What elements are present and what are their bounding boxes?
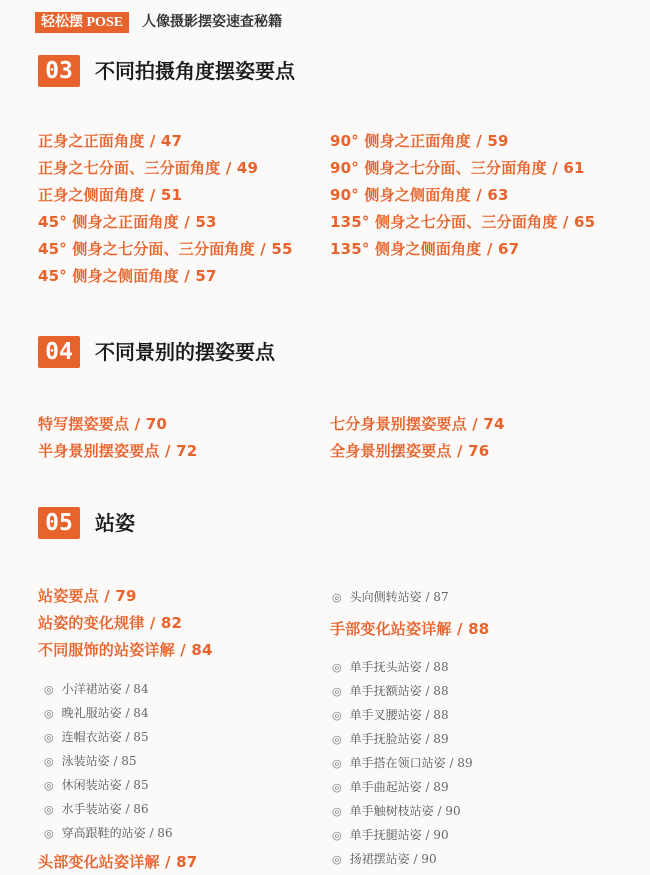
sub-entry[interactable]: ◎ 扬裙摆站姿 / 90 [332, 852, 437, 866]
sub-entry[interactable]: ◎ 穿高跟鞋的站姿 / 86 [44, 826, 173, 840]
bullet-icon: ◎ [44, 683, 54, 696]
bullet-icon: ◎ [44, 827, 54, 840]
sub-entry[interactable]: ◎ 休闲装站姿 / 85 [44, 778, 149, 792]
bullet-icon: ◎ [332, 709, 342, 722]
toc-entry[interactable]: 45° 侧身之正面角度 / 53 [38, 213, 217, 231]
toc-entry[interactable]: 手部变化站姿详解 / 88 [330, 620, 490, 638]
sub-entry[interactable]: ◎ 单手触树枝站姿 / 90 [332, 804, 461, 818]
toc-entry[interactable]: 正身之侧面角度 / 51 [38, 186, 183, 204]
toc-entry[interactable]: 45° 侧身之侧面角度 / 57 [38, 267, 217, 285]
sub-entry[interactable]: ◎ 单手抚额站姿 / 88 [332, 684, 449, 698]
sub-entry[interactable]: ◎ 单手搭在领口站姿 / 89 [332, 756, 473, 770]
sub-entry[interactable]: ◎ 单手抚脸站姿 / 89 [332, 732, 449, 746]
book-title: 人像摄影摆姿速查秘籍 [142, 14, 282, 30]
toc-entry[interactable]: 全身景别摆姿要点 / 76 [330, 442, 490, 460]
toc-entry[interactable]: 站姿的变化规律 / 82 [38, 614, 183, 632]
bullet-icon: ◎ [44, 707, 54, 720]
toc-entry[interactable]: 头部变化站姿详解 / 87 [38, 853, 198, 871]
sub-entry[interactable]: ◎ 单手曲起站姿 / 89 [332, 780, 449, 794]
toc-entry[interactable]: 特写摆姿要点 / 70 [38, 415, 167, 433]
series-badge: 轻松摆 POSE [35, 12, 129, 33]
bullet-icon: ◎ [332, 591, 342, 604]
bullet-icon: ◎ [332, 661, 342, 674]
section-title-04: 不同景别的摆姿要点 [95, 340, 275, 364]
sub-entry[interactable]: ◎ 小洋裙站姿 / 84 [44, 682, 149, 696]
section-number-05: 05 [38, 507, 80, 539]
sub-entry[interactable]: ◎ 泳装站姿 / 85 [44, 754, 137, 768]
bullet-icon: ◎ [332, 685, 342, 698]
toc-entry[interactable]: 135° 侧身之侧面角度 / 67 [330, 240, 520, 258]
bullet-icon: ◎ [332, 781, 342, 794]
bullet-icon: ◎ [332, 829, 342, 842]
toc-entry[interactable]: 半身景别摆姿要点 / 72 [38, 442, 198, 460]
toc-entry[interactable]: 90° 侧身之侧面角度 / 63 [330, 186, 509, 204]
toc-entry[interactable]: 90° 侧身之七分面、三分面角度 / 61 [330, 159, 585, 177]
bullet-icon: ◎ [44, 779, 54, 792]
sub-entry[interactable]: ◎ 晚礼服站姿 / 84 [44, 706, 149, 720]
sub-entry[interactable]: ◎ 单手抚腿站姿 / 90 [332, 828, 449, 842]
sub-entry[interactable]: ◎ 头向侧转站姿 / 87 [332, 590, 449, 604]
toc-entry[interactable]: 正身之正面角度 / 47 [38, 132, 183, 150]
toc-entry[interactable]: 45° 侧身之七分面、三分面角度 / 55 [38, 240, 293, 258]
section-title-03: 不同拍摄角度摆姿要点 [95, 59, 295, 83]
bullet-icon: ◎ [44, 803, 54, 816]
bullet-icon: ◎ [332, 805, 342, 818]
bullet-icon: ◎ [332, 733, 342, 746]
sub-entry[interactable]: ◎ 水手装站姿 / 86 [44, 802, 149, 816]
bullet-icon: ◎ [44, 755, 54, 768]
toc-entry[interactable]: 90° 侧身之正面角度 / 59 [330, 132, 509, 150]
bullet-icon: ◎ [44, 731, 54, 744]
toc-entry[interactable]: 不同服饰的站姿详解 / 84 [38, 641, 213, 659]
section-title-05: 站姿 [95, 511, 135, 535]
toc-entry[interactable]: 正身之七分面、三分面角度 / 49 [38, 159, 259, 177]
sub-entry[interactable]: ◎ 单手叉腰站姿 / 88 [332, 708, 449, 722]
section-number-03: 03 [38, 55, 80, 87]
bullet-icon: ◎ [332, 757, 342, 770]
sub-entry[interactable]: ◎ 连帽衣站姿 / 85 [44, 730, 149, 744]
bullet-icon: ◎ [332, 853, 342, 866]
sub-entry[interactable]: ◎ 单手抚头站姿 / 88 [332, 660, 449, 674]
toc-entry[interactable]: 七分身景别摆姿要点 / 74 [330, 415, 505, 433]
toc-entry[interactable]: 135° 侧身之七分面、三分面角度 / 65 [330, 213, 596, 231]
section-number-04: 04 [38, 336, 80, 368]
toc-entry[interactable]: 站姿要点 / 79 [38, 587, 137, 605]
